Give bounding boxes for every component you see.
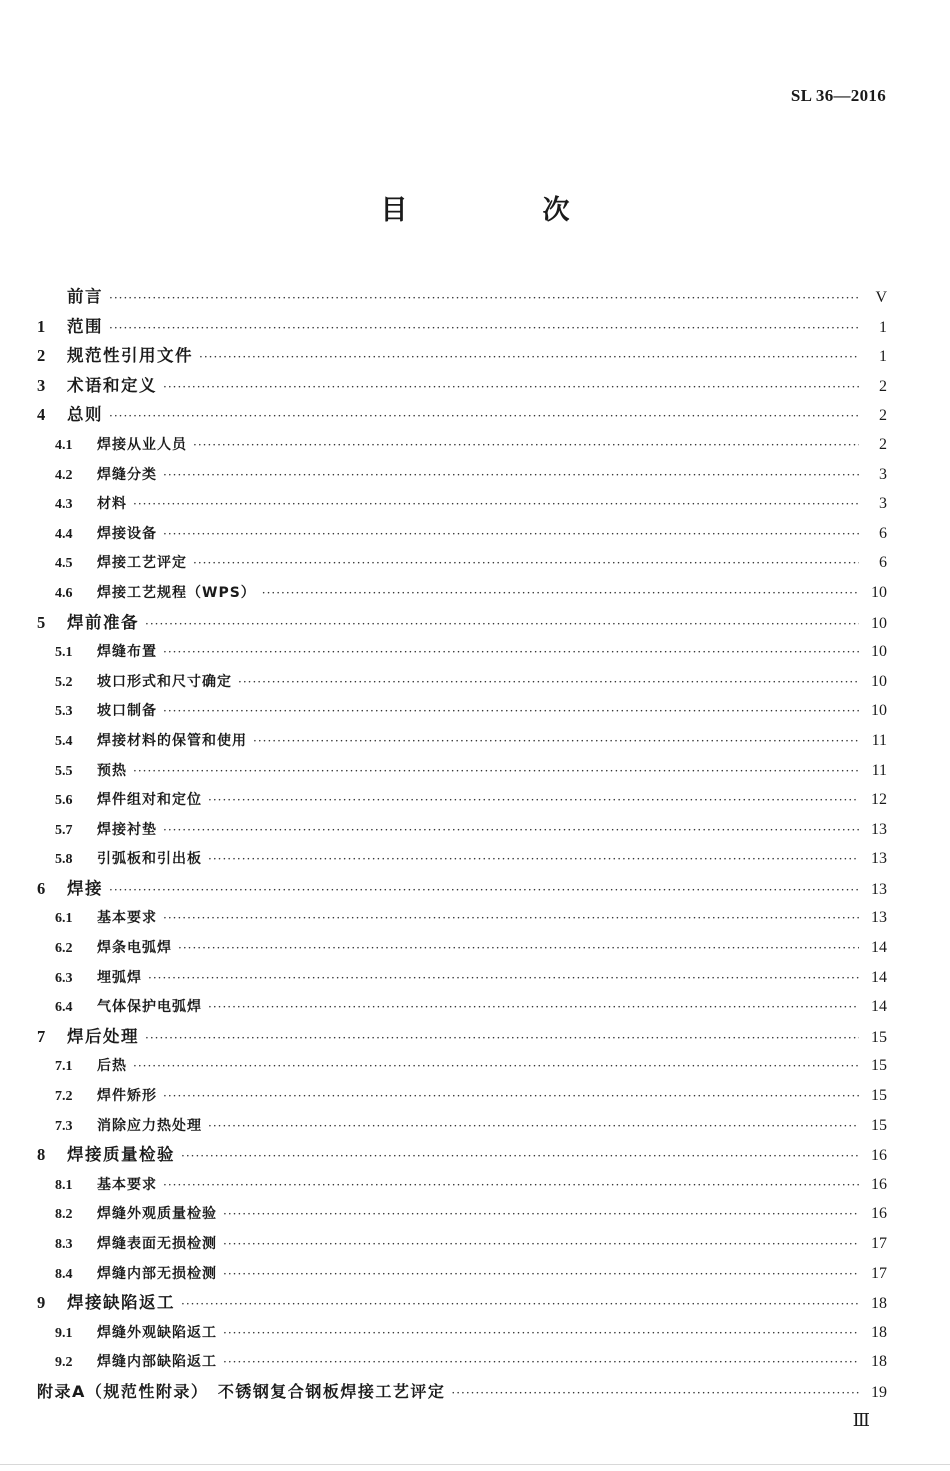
toc-leader-dots — [223, 1348, 859, 1377]
toc-entry-number: 5.2 — [55, 674, 73, 690]
toc-entry-number: 5.8 — [55, 852, 73, 868]
toc-entry-title: 焊接 — [67, 878, 103, 898]
toc-leader-dots — [163, 461, 859, 490]
toc-leader-dots — [133, 757, 859, 786]
toc-entry-page: 16 — [871, 1147, 887, 1165]
toc-leader-dots — [133, 1052, 859, 1081]
toc-entry-title: 焊后处理 — [67, 1026, 139, 1046]
toc-entry-number: 5.3 — [55, 704, 73, 720]
toc-entry — [37, 785, 887, 815]
toc-entry-page: 16 — [871, 1175, 887, 1193]
toc-leader-dots — [148, 964, 859, 993]
toc-entry-title: 范围 — [67, 316, 103, 336]
toc-entry — [37, 726, 887, 756]
toc-entry-page: 13 — [871, 850, 887, 868]
toc-leader-dots — [262, 579, 859, 608]
toc-entry-page: 14 — [871, 968, 887, 986]
toc-entry-number: 5.5 — [55, 763, 73, 779]
toc-entry — [37, 963, 887, 993]
toc-entry — [37, 1022, 887, 1052]
toc-leader-dots — [163, 697, 859, 726]
toc-leader-dots — [133, 490, 859, 519]
toc-entry-title: 焊缝内部缺陷返工 — [97, 1354, 217, 1371]
toc-entry-title: 焊接缺陷返工 — [67, 1293, 175, 1313]
toc-leader-dots — [208, 993, 859, 1022]
toc-entry-page: 11 — [871, 731, 887, 749]
toc-entry — [37, 1140, 887, 1170]
toc-entry — [37, 1199, 887, 1229]
toc-leader-dots — [181, 1290, 859, 1318]
toc-entry-title: 预热 — [97, 762, 127, 779]
toc-entry-title: 消除应力热处理 — [97, 1117, 202, 1134]
toc-entry-number: 4.6 — [55, 585, 73, 601]
toc-leader-dots — [109, 402, 859, 430]
page-title: 目 次 — [380, 195, 624, 226]
toc-entry-page: 10 — [871, 583, 887, 601]
toc-entry-title: 基本要求 — [97, 910, 157, 927]
toc-entry-page: 16 — [871, 1205, 887, 1223]
toc-entry — [37, 637, 887, 667]
toc-entry-page: 3 — [879, 495, 887, 513]
toc-entry-page: 1 — [879, 318, 887, 336]
toc-entry-title: 焊件组对和定位 — [97, 792, 202, 809]
toc-entry-page: 1 — [879, 348, 887, 366]
toc-entry-title: 后热 — [97, 1058, 127, 1075]
toc-leader-dots — [145, 1024, 859, 1052]
toc-entry — [37, 1081, 887, 1111]
toc-entry-title: 焊件矫形 — [97, 1088, 157, 1105]
toc-entry-number: 6.2 — [55, 941, 73, 957]
toc-leader-dots — [193, 549, 859, 578]
toc-leader-dots — [193, 431, 859, 460]
toc-entry — [37, 667, 887, 697]
toc-entry-number: 3 — [37, 375, 46, 395]
toc-entry-number: 8.2 — [55, 1207, 73, 1223]
toc-entry-title: 引弧板和引出板 — [97, 851, 202, 868]
toc-entry-title: 焊前准备 — [67, 612, 139, 632]
toc-entry-title: 焊缝外观质量检验 — [97, 1206, 217, 1223]
toc-entry-number: 8.1 — [55, 1177, 73, 1193]
toc-leader-dots — [208, 845, 859, 874]
toc-entry — [37, 992, 887, 1022]
toc-leader-dots — [109, 284, 859, 312]
toc-entry-number: 5.4 — [55, 733, 73, 749]
toc-entry-title: 焊接从业人员 — [97, 436, 187, 453]
toc-leader-dots — [223, 1319, 859, 1348]
toc-entry-page: 13 — [871, 880, 887, 898]
toc-entry-page: 6 — [879, 524, 887, 542]
toc-entry — [37, 400, 887, 430]
toc-entry-title: 焊缝外观缺陷返工 — [97, 1324, 217, 1341]
toc-entry-number: 5.1 — [55, 645, 73, 661]
toc-leader-dots — [109, 314, 859, 342]
toc-entry-page: 11 — [871, 761, 887, 779]
toc-entry — [37, 578, 887, 608]
standard-code: SL 36—2016 — [790, 86, 886, 105]
toc-entry — [37, 312, 887, 342]
toc-entry — [37, 460, 887, 490]
table-of-contents — [37, 282, 887, 1407]
toc-entry — [37, 1318, 887, 1348]
toc-entry-number: 4.4 — [55, 526, 73, 542]
toc-entry-title: 焊接工艺规程（WPS） — [97, 584, 256, 601]
toc-entry — [37, 1288, 887, 1318]
toc-entry-title: 焊条电弧焊 — [97, 940, 172, 957]
toc-entry-page: 3 — [879, 465, 887, 483]
toc-entry-title: 气体保护电弧焊 — [97, 999, 202, 1016]
toc-entry-number: 7.1 — [55, 1059, 73, 1075]
toc-entry — [37, 341, 887, 371]
toc-entry-title: 埋弧焊 — [97, 969, 142, 986]
toc-entry-page: 15 — [871, 1057, 887, 1075]
toc-entry-number: 7.3 — [55, 1118, 73, 1134]
toc-entry-number: 6.3 — [55, 970, 73, 986]
bottom-edge-line — [0, 1464, 950, 1465]
toc-entry-title: 规范性引用文件 — [67, 346, 193, 366]
toc-leader-dots — [181, 1142, 859, 1170]
toc-entry-page: 15 — [871, 1116, 887, 1134]
toc-entry — [37, 933, 887, 963]
toc-leader-dots — [163, 520, 859, 549]
toc-entry-number: 7.2 — [55, 1089, 73, 1105]
toc-leader-dots — [163, 1171, 859, 1200]
toc-entry — [37, 903, 887, 933]
toc-entry-page: 18 — [871, 1323, 887, 1341]
page-number: Ⅲ — [852, 1410, 870, 1430]
toc-entry — [37, 844, 887, 874]
toc-entry-page: 13 — [871, 820, 887, 838]
toc-entry — [37, 1111, 887, 1141]
toc-entry-page: 12 — [871, 791, 887, 809]
toc-leader-dots — [238, 668, 859, 697]
toc-entry-page: 18 — [871, 1353, 887, 1371]
toc-entry-number: 9.1 — [55, 1325, 73, 1341]
toc-leader-dots — [451, 1379, 859, 1407]
toc-entry-title: 术语和定义 — [67, 375, 157, 395]
toc-entry — [37, 1051, 887, 1081]
toc-entry-page: 14 — [871, 998, 887, 1016]
toc-entry-title: 焊缝布置 — [97, 644, 157, 661]
toc-entry-page: 15 — [871, 1028, 887, 1046]
toc-leader-dots — [208, 1112, 859, 1141]
toc-entry-number: 1 — [37, 316, 46, 336]
toc-entry-title: 焊缝分类 — [97, 466, 157, 483]
toc-entry-page: V — [875, 289, 887, 306]
toc-entry-title: 材料 — [97, 496, 127, 513]
toc-entry-page: 15 — [871, 1087, 887, 1105]
toc-entry-page: 17 — [871, 1235, 887, 1252]
toc-leader-dots — [223, 1200, 859, 1229]
toc-entry-page: 2 — [879, 407, 887, 425]
toc-entry-page: 10 — [871, 614, 887, 632]
toc-entry — [37, 1347, 887, 1377]
toc-entry-number: 5.6 — [55, 793, 73, 809]
toc-entry-number: 4.2 — [55, 467, 73, 483]
toc-entry — [37, 548, 887, 578]
toc-entry — [37, 1229, 887, 1259]
toc-entry-page: 13 — [871, 909, 887, 927]
toc-entry-page: 2 — [879, 377, 887, 395]
toc-entry — [37, 1259, 887, 1289]
toc-entry-page: 19 — [871, 1383, 887, 1401]
toc-entry-number: 6.1 — [55, 911, 73, 927]
toc-entry-page: 10 — [871, 643, 887, 661]
toc-leader-dots — [109, 876, 859, 904]
toc-entry — [37, 371, 887, 401]
toc-entry-number: 4.1 — [55, 437, 73, 453]
toc-entry-number: 4.5 — [55, 556, 73, 572]
toc-entry-number: 5 — [37, 612, 46, 632]
toc-leader-dots — [178, 934, 859, 963]
toc-entry-title: 焊接设备 — [97, 525, 157, 542]
toc-entry-page: 10 — [871, 702, 887, 720]
toc-entry-number: 2 — [37, 346, 46, 366]
toc-entry-number: 5.7 — [55, 822, 73, 838]
toc-entry-number: 7 — [37, 1026, 46, 1046]
toc-entry-title: 焊接衬垫 — [97, 821, 157, 838]
toc-entry-number: 8.3 — [55, 1237, 73, 1252]
toc-entry-title: 前言 — [67, 287, 103, 306]
toc-entry — [37, 874, 887, 904]
toc-entry — [37, 430, 887, 460]
toc-entry-title: 焊接质量检验 — [67, 1145, 175, 1165]
toc-entry-number: 6.4 — [55, 1000, 73, 1016]
toc-leader-dots — [163, 904, 859, 933]
toc-leader-dots — [163, 816, 859, 845]
toc-leader-dots — [253, 727, 859, 756]
toc-entry — [37, 608, 887, 638]
toc-entry-title: 坡口形式和尺寸确定 — [97, 673, 232, 690]
toc-entry-title: 焊缝表面无损检测 — [97, 1236, 217, 1252]
toc-leader-dots — [163, 1082, 859, 1111]
toc-entry-number: 8 — [37, 1145, 46, 1165]
toc-entry — [37, 1377, 887, 1407]
toc-entry-page: 6 — [879, 554, 887, 572]
toc-entry-number: 6 — [37, 878, 46, 898]
toc-entry-number: 8.4 — [55, 1266, 73, 1282]
toc-entry-number: 4 — [37, 405, 46, 425]
toc-entry-page: 2 — [879, 435, 887, 453]
toc-entry-title: 焊接工艺评定 — [97, 555, 187, 572]
toc-leader-dots — [163, 638, 859, 667]
toc-entry — [37, 282, 887, 312]
toc-entry-number: 9 — [37, 1293, 46, 1313]
toc-leader-dots — [208, 786, 859, 815]
toc-entry-page: 17 — [871, 1264, 887, 1282]
toc-entry — [37, 696, 887, 726]
toc-entry — [37, 756, 887, 786]
toc-entry-title: 附录A（规范性附录） 不锈钢复合钢板焊接工艺评定 — [37, 1381, 446, 1401]
toc-entry-title: 总则 — [67, 405, 103, 425]
toc-entry-title: 焊接材料的保管和使用 — [97, 732, 247, 749]
toc-leader-dots — [223, 1260, 859, 1289]
toc-entry-title: 焊缝内部无损检测 — [97, 1265, 217, 1282]
toc-entry — [37, 519, 887, 549]
toc-entry — [37, 815, 887, 845]
toc-entry-number: 9.2 — [55, 1355, 73, 1371]
toc-entry — [37, 1170, 887, 1200]
toc-entry-title: 坡口制备 — [97, 703, 157, 720]
toc-entry-page: 14 — [871, 939, 887, 957]
toc-leader-dots — [145, 610, 859, 638]
toc-entry-number: 4.3 — [55, 497, 73, 513]
toc-entry-title: 基本要求 — [97, 1176, 157, 1193]
toc-entry — [37, 489, 887, 519]
toc-leader-dots — [199, 343, 859, 371]
toc-leader-dots — [223, 1230, 859, 1259]
toc-entry-page: 10 — [871, 672, 887, 690]
toc-leader-dots — [163, 373, 859, 401]
toc-entry-page: 18 — [871, 1295, 887, 1313]
